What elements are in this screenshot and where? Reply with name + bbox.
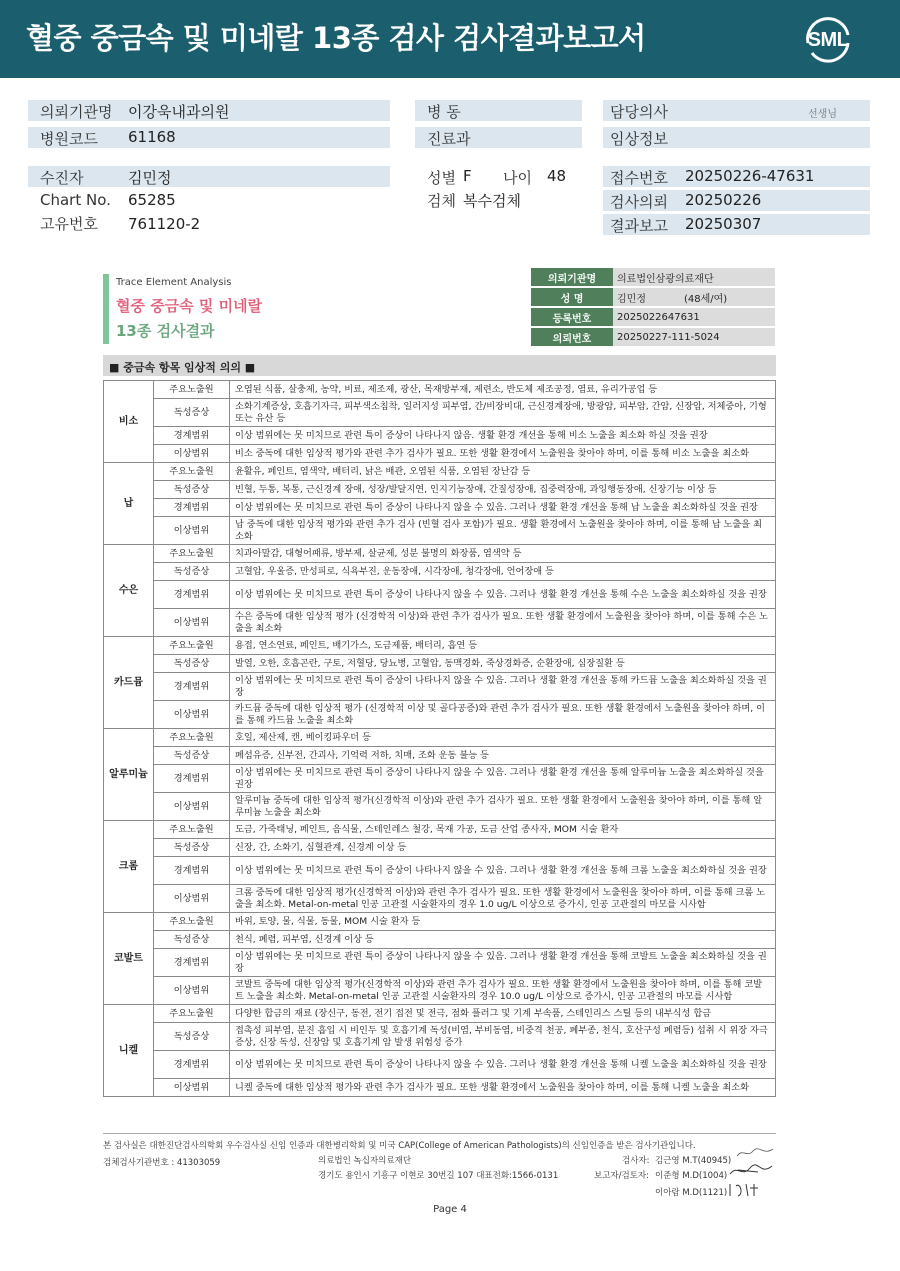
row-type: 독성증상 [154, 1023, 230, 1051]
row-text: 알루미늄 중독에 대한 임상적 평가(신경학적 이상)와 관련 추가 검사가 필요. 또한 생활 환경에서 노출원을 찾아야 하며, 이를 통해 알루미늄 노출을 최소화 [230, 793, 776, 821]
row-type: 독성증상 [154, 747, 230, 765]
request-label: 검사의뢰 [610, 193, 668, 211]
doctor-suffix: 선생님 [808, 109, 837, 120]
row-text: 카드뮴 중독에 대한 임상적 평가 (신경학적 이상 및 골다공증)와 관련 추가 검사가 필요. 또한 생활 환경에서 노출원을 찾아야 하며, 이를 통해 카드뮴 노출을 최소화 [230, 701, 776, 729]
tester-name: 김근영 M.T(40945) [655, 1156, 732, 1166]
row-type: 주요노출원 [154, 1005, 230, 1023]
row-text: 이상 범위에는 못 미치므로 관련 특이 증상이 나타나지 않을 수 있음. 그러나 생활 환경 개선을 통해 크롬 노출을 최소화하실 것을 권장 [230, 857, 776, 885]
signature-icon [735, 1146, 775, 1160]
registration-row [531, 328, 775, 346]
row-type: 이상범위 [154, 885, 230, 913]
report-header [0, 0, 900, 78]
page-number: Page 4 [433, 1204, 467, 1215]
row-text: 코발트 중독에 대한 임상적 평가(신경학적 이상)와 관련 추가 검사가 필요. 또한 생활 환경에서 노출원을 찾아야 하며, 이를 통해 코발트 노출을 최소화. Metal-on-metal 인공 고관절 시술환자의 경우 10.0 ug/L 이상으로 증가시, 인공 고관절의 마모를 시사함 [230, 977, 776, 1005]
element-name: 알루미늄 [104, 729, 154, 821]
registration-age-sex: (48세/여) [683, 293, 728, 305]
registration-value [613, 288, 775, 306]
registration-value: 의료법인삼광의료재단 [613, 268, 775, 286]
table-row [104, 729, 776, 747]
title-accent-bar [103, 274, 109, 344]
table-row [104, 701, 776, 729]
element-name: 카드뮴 [104, 637, 154, 729]
row-text: 소화기계증상, 호흡기자극, 피부색소침착, 일러지성 피부염, 간/비장비대, 근신경계장애, 방광암, 피부암, 간암, 신장암, 저체중아, 기형 또는 유산 등 [230, 399, 776, 427]
row-text: 이상 범위에는 못 미치므로 관련 특이 증상이 나타나지 않을 수 있음. 그러나 생활 환경 개선을 통해 수은 노출을 최소화하실 것을 권장 [230, 581, 776, 609]
row-text: 니켈 중독에 대한 임상적 평가와 관련 추가 검사가 필요. 또한 생활 환경에서 노출원을 찾아야 하며, 이를 통해 니켈 노출을 최소화 [230, 1079, 776, 1097]
registration-value: 2025022647631 [613, 308, 775, 326]
logo-text: SML [807, 29, 849, 51]
row-text: 도금, 가죽태닝, 페인트, 음식물, 스테인레스 철강, 목재 가공, 도금 산업 종사자, MOM 시술 환자 [230, 821, 776, 839]
table-row [104, 499, 776, 517]
table-row [104, 581, 776, 609]
registration-table [531, 266, 775, 348]
analysis-en-title: Trace Element Analysis [116, 277, 232, 288]
row-text: 이상 범위에는 못 미치므로 관련 특이 증상이 나타나지 않을 수 있음. 그러나 생활 환경 개선을 통해 카드뮴 노출을 최소화하실 것을 권장 [230, 673, 776, 701]
row-type: 주요노출원 [154, 913, 230, 931]
specimen-value: 복수검체 [463, 192, 521, 210]
table-row [104, 913, 776, 931]
signature-icon [728, 1160, 774, 1180]
element-name: 코발트 [104, 913, 154, 1005]
table-row [104, 1023, 776, 1051]
specimen-label: 검체 [427, 192, 456, 210]
row-type: 이상범위 [154, 609, 230, 637]
row-text: 발열, 오한, 호흡곤란, 구토, 저혈당, 당뇨병, 고혈압, 동맥경화, 죽상경화증, 순환장애, 심장질환 등 [230, 655, 776, 673]
table-row [104, 655, 776, 673]
registration-name: 김민정 [617, 293, 646, 305]
patient-label: 수진자 [40, 169, 84, 187]
element-name: 크롬 [104, 821, 154, 913]
table-row [104, 1051, 776, 1079]
table-row [104, 463, 776, 481]
row-text: 이상 범위에는 못 미치므로 관련 특이 증상이 나타나지 않을 수 있음. 그러나 생활 환경 개선을 통해 니켈 노출을 최소화하실 것을 권장 [230, 1051, 776, 1079]
table-row [104, 481, 776, 499]
element-name: 비소 [104, 381, 154, 463]
table-row [104, 1079, 776, 1097]
row-type: 독성증상 [154, 931, 230, 949]
table-row [104, 977, 776, 1005]
row-type: 주요노출원 [154, 821, 230, 839]
registration-row [531, 288, 775, 306]
clinical-significance-table [103, 380, 776, 1097]
registration-key: 의뢰기관명 [531, 268, 613, 286]
table-row [104, 793, 776, 821]
row-text: 고혈압, 우울증, 만성피로, 식욕부진, 운동장애, 시각장애, 청각장애, 언어장애 등 [230, 563, 776, 581]
row-text: 신장, 간, 소화기, 심혈관계, 신경계 이상 등 [230, 839, 776, 857]
institution-label: 의뢰기관명 [40, 103, 113, 121]
row-text: 호일, 제산제, 캔, 베이킹파우더 등 [230, 729, 776, 747]
table-row [104, 637, 776, 655]
report-value: 20250307 [685, 215, 762, 233]
reviewer-label: 보고자/검토자: [594, 1171, 649, 1181]
table-row [104, 821, 776, 839]
row-type: 이상범위 [154, 977, 230, 1005]
row-type: 주요노출원 [154, 463, 230, 481]
clinical-label: 임상정보 [610, 130, 668, 148]
reception-value: 20250226-47631 [685, 167, 815, 185]
row-text: 이상 범위에는 못 미치므로 관련 특이 증상이 나타나지 않을 수 있음. 그러나 생활 환경 개선을 통해 알루미늄 노출을 최소화하실 것을 권장 [230, 765, 776, 793]
row-type: 주요노출원 [154, 637, 230, 655]
row-type: 이상범위 [154, 445, 230, 463]
table-row [104, 427, 776, 445]
registration-row [531, 308, 775, 326]
row-type: 경계범위 [154, 499, 230, 517]
table-row [104, 931, 776, 949]
row-text: 천식, 폐렴, 피부염, 신경계 이상 등 [230, 931, 776, 949]
table-row [104, 381, 776, 399]
report-label: 결과보고 [610, 217, 668, 235]
chart-label: Chart No. [40, 191, 111, 209]
section-title: ■ 중금속 항목 임상적 의의 ■ [103, 355, 776, 376]
sex-value: F [463, 167, 472, 185]
patient-value: 김민정 [128, 169, 172, 187]
element-name: 수은 [104, 545, 154, 637]
table-row [104, 765, 776, 793]
request-value: 20250226 [685, 191, 762, 209]
element-name: 납 [104, 463, 154, 545]
institution-value: 이강욱내과의원 [128, 103, 230, 121]
row-text: 이상 범위에는 못 미치므로 관련 특이 증상이 나타나지 않을 수 있음. 그러나 생활 환경 개선을 통해 코발트 노출을 최소화하실 것을 권장 [230, 949, 776, 977]
row-text: 크롬 중독에 대한 임상적 평가(신경학적 이상)와 관련 추가 검사가 필요. 또한 생활 환경에서 노출원을 찾아야 하며, 이를 통해 크롬 노출을 최소화. Metal-on-metal 인공 고관절 시술환자의 경우 1.0 ug/L 이상으로 증가시, 인공 고관절의 마모를 시사함 [230, 885, 776, 913]
age-value: 48 [547, 167, 567, 185]
sex-label: 성별 [427, 169, 456, 187]
row-type: 경계범위 [154, 427, 230, 445]
registration-key: 등록번호 [531, 308, 613, 326]
row-type: 주요노출원 [154, 545, 230, 563]
dept-label: 진료과 [427, 130, 471, 148]
row-text: 빈혈, 두통, 복통, 근신경계 장애, 성장/발달지연, 인지기능장애, 간질성장애, 집중력장애, 과잉행동장애, 신장기능 이상 등 [230, 481, 776, 499]
row-text: 이상 범위에는 못 미치므로 관련 특이 증상이 나타나지 않을 수 있음. 그러나 생활 환경 개선을 통해 납 노출을 최소화하실 것을 권장 [230, 499, 776, 517]
registration-key: 성 명 [531, 288, 613, 306]
hospital-code-label: 병원코드 [40, 130, 98, 148]
table-row [104, 545, 776, 563]
row-type: 경계범위 [154, 765, 230, 793]
sml-logo [800, 13, 856, 65]
table-row [104, 1005, 776, 1023]
table-row [104, 839, 776, 857]
element-name: 니켈 [104, 1005, 154, 1097]
ward-label: 병 동 [427, 103, 461, 121]
report-title: 혈중 중금속 및 미네랄 13종 검사 검사결과보고서 [26, 21, 646, 55]
signature-icon [726, 1180, 762, 1200]
table-row [104, 747, 776, 765]
row-text: 치과아말감, 대형어패류, 방부제, 살균제, 성분 불명의 화장품, 염색약 등 [230, 545, 776, 563]
table-row [104, 517, 776, 545]
row-text: 납 중독에 대한 임상적 평가와 관련 추가 검사 (빈혈 검사 포함)가 필요. 생활 환경에서 노출원을 찾아야 하며, 이를 통해 납 노출을 최소화 [230, 517, 776, 545]
row-text: 윤활유, 페인트, 염색약, 배터리, 낡은 배관, 오염된 식품, 오염된 장난감 등 [230, 463, 776, 481]
row-type: 경계범위 [154, 1051, 230, 1079]
reception-label: 접수번호 [610, 169, 668, 187]
row-type: 독성증상 [154, 399, 230, 427]
uid-value: 761120-2 [128, 215, 201, 233]
row-type: 경계범위 [154, 857, 230, 885]
row-text: 비소 중독에 대한 임상적 평가와 관련 추가 검사가 필요. 또한 생활 환경에서 노출원을 찾아야 하며, 이를 통해 비소 노출을 최소화 [230, 445, 776, 463]
table-row [104, 445, 776, 463]
org-number: 검체검사기관번호 : 41303059 [103, 1158, 221, 1168]
row-text: 바위, 토양, 물, 식물, 동물, MOM 시술 환자 등 [230, 913, 776, 931]
row-type: 경계범위 [154, 949, 230, 977]
row-type: 주요노출원 [154, 381, 230, 399]
table-row [104, 949, 776, 977]
table-row [104, 609, 776, 637]
row-type: 독성증상 [154, 655, 230, 673]
row-text: 오염된 식품, 살충제, 농약, 비료, 제조제, 광산, 목재방부재, 제련소, 반도체 제조공정, 염료, 유리가공업 등 [230, 381, 776, 399]
table-row [104, 673, 776, 701]
row-text: 폐섬유증, 신부전, 간괴사, 기억력 저하, 치매, 조화 운동 불능 등 [230, 747, 776, 765]
row-type: 경계범위 [154, 673, 230, 701]
registration-row [531, 268, 775, 286]
row-text: 용접, 연소연료, 페인트, 배기가스, 도금제품, 배터리, 흡연 등 [230, 637, 776, 655]
certification-note: 본 검사실은 대한진단검사의학회 우수검사실 신임 인증과 대한병리학회 및 미국 CAP(College of American Pathologists)의 신임인증을 받은 검사기관입니다. [103, 1133, 776, 1151]
age-label: 나이 [503, 169, 532, 187]
row-type: 독성증상 [154, 839, 230, 857]
uid-label: 고유번호 [40, 215, 98, 233]
row-text: 이상 범위에는 못 미치므로 관련 특이 증상이 나타나지 않음. 생활 환경 개선을 통해 비소 노출을 최소화 하실 것을 권장 [230, 427, 776, 445]
row-text: 접촉성 피부염, 분진 흡입 시 비인두 및 호흡기계 독성(비염, 부비동염, 비중격 천공, 폐부종, 천식, 호산구성 폐렴등) 섭취 시 위장 자극 증상, 신장 독성, 신장암 및 호흡기계 암 발생 위험성 증가 [230, 1023, 776, 1051]
registration-key: 의뢰번호 [531, 328, 613, 346]
chart-value: 65285 [128, 191, 176, 209]
analysis-ko-title-2: 13종 검사결과 [116, 322, 215, 340]
row-type: 경계범위 [154, 581, 230, 609]
row-text: 수은 중독에 대한 임상적 평가 (신경학적 이상)와 관련 추가 검사가 필요. 또한 생활 환경에서 노출원을 찾아야 하며, 이를 통해 수은 노출을 최소화 [230, 609, 776, 637]
org-address: 경기도 용인시 기흥구 이현로 30번길 107 대표전화:1566-0131 [318, 1171, 559, 1181]
table-row [104, 563, 776, 581]
row-type: 주요노출원 [154, 729, 230, 747]
table-row [104, 885, 776, 913]
row-type: 이상범위 [154, 1079, 230, 1097]
row-text: 다양한 합금의 재료 (장신구, 동전, 전기 접전 및 전극, 점화 플러그 및 기계 부속품, 스테인리스 스틸 등의 내부식성 합금 [230, 1005, 776, 1023]
table-row [104, 857, 776, 885]
registration-value: 20250227-111-5024 [613, 328, 775, 346]
row-type: 이상범위 [154, 793, 230, 821]
analysis-ko-title-1: 혈중 중금속 및 미네랄 [116, 297, 263, 315]
doctor-label: 담당의사 [610, 103, 668, 121]
org-name: 의료법인 녹십자의료재단 [318, 1156, 412, 1166]
tester-label: 검사자: [622, 1156, 650, 1166]
hospital-code-value: 61168 [128, 128, 176, 146]
row-type: 독성증상 [154, 481, 230, 499]
reviewer-name-1: 이준형 M.D(1004) [655, 1171, 728, 1181]
table-row [104, 399, 776, 427]
row-type: 이상범위 [154, 701, 230, 729]
reviewer-name-2: 이아람 M.D(1121) [655, 1188, 728, 1198]
row-type: 이상범위 [154, 517, 230, 545]
row-type: 독성증상 [154, 563, 230, 581]
